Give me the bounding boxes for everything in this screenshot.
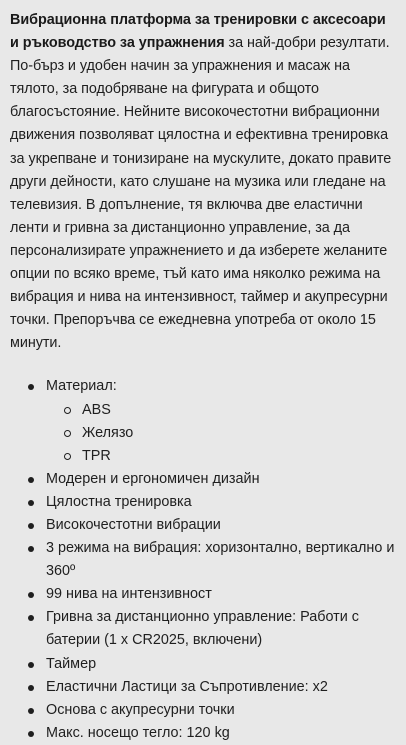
bullet-icon	[28, 731, 34, 737]
bullet-icon	[28, 685, 34, 691]
feature-item: Таймер	[10, 653, 396, 676]
feature-item: 99 нива на интензивност	[10, 583, 396, 606]
bullet-icon	[28, 592, 34, 598]
bullet-icon	[28, 615, 34, 621]
feature-item: 3 режима на вибрация: хоризонтално, вертикално и 360º	[10, 537, 396, 583]
material-label: Материал:	[46, 378, 117, 395]
bullet-icon	[28, 546, 34, 552]
material-item: TPR	[46, 445, 396, 468]
bullet-icon	[28, 500, 34, 506]
circle-bullet-icon	[64, 453, 71, 460]
feature-item: Гривна за дистанционно управление: Работи с батерии (1 x CR2025, включени)	[10, 606, 396, 652]
feature-item-material	[10, 375, 396, 467]
material-sublist	[46, 399, 396, 468]
material-item: ABS	[46, 399, 396, 422]
feature-item: Модерен и ергономичен дизайн	[10, 468, 396, 491]
feature-item: Макс. носещо тегло: 120 kg	[10, 722, 396, 745]
bullet-icon	[28, 523, 34, 529]
feature-item: Цялостна тренировка	[10, 491, 396, 514]
feature-item: Основа с акупресурни точки	[10, 699, 396, 722]
bullet-icon	[28, 708, 34, 714]
bullet-icon	[28, 384, 34, 390]
bullet-icon	[28, 662, 34, 668]
circle-bullet-icon	[64, 430, 71, 437]
description-text: за най-добри резултати. По-бърз и удобен начин за упражнения и масаж на тялото, за подобряване на фигурата и общото благосъстояние. Нейните високочестотни вибрационни движения позволяват цялостна и ефективна тренировка за укрепване и тонизиране на мускулите, докато правите други дейности, като слушане на музика или гледане на телевизия. В допълнение, тя включва две еластични ленти и гривна за дистанционно управление, за да персонализирате упражнението и да изберете желаните опции по всяко време, тъй като има няколко режима на вибрация и нива на интензивност, таймер и акупресурни точки. Препоръчва се ежедневна употреба от около 15 минути.	[10, 35, 392, 352]
bullet-icon	[28, 477, 34, 483]
feature-item: Високочестотни вибрации	[10, 514, 396, 537]
product-description	[10, 9, 396, 355]
product-title: Вибрационна платформа за тренировки с аксесоари и ръководство за упражнения	[10, 12, 386, 52]
circle-bullet-icon	[64, 407, 71, 414]
feature-item: Еластични Ластици за Съпротивление: x2	[10, 676, 396, 699]
feature-list	[10, 375, 396, 745]
material-item: Желязо	[46, 422, 396, 445]
